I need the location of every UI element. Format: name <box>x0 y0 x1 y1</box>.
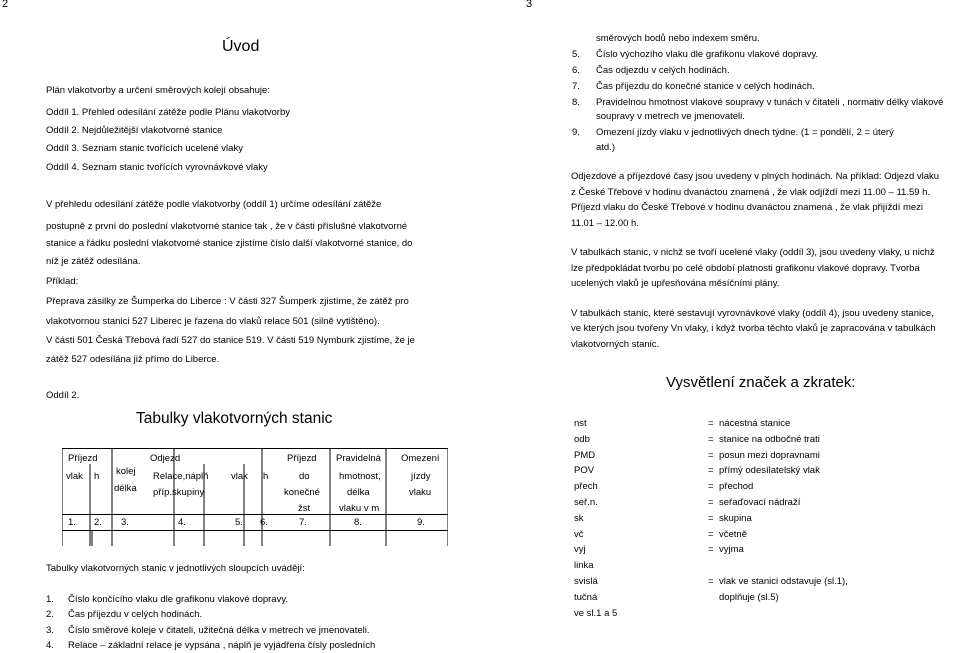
table-subheader: vlaku v m <box>339 503 380 514</box>
paragraph-line: V tabulkách stanic, v nichž se tvoří ucelené vlaky (oddíl 3), jsou uvedeny vlaky, u nichž <box>571 247 935 258</box>
intro-line: Oddíl 2. Nejdůležitější vlakotvorné stanice <box>46 125 223 136</box>
abbreviation-key: vč <box>574 529 584 540</box>
page-number-left: 2 <box>2 0 9 10</box>
table-column-number: 6. <box>260 517 268 528</box>
table-title: Tabulky vlakotvorných stanic <box>136 410 333 427</box>
abbreviation-key: sk <box>574 513 584 524</box>
abbreviation-equals: = <box>708 481 714 492</box>
table-subheader: vlak <box>231 471 248 482</box>
abbreviation-key: PMD <box>574 450 596 461</box>
table-subheader: do <box>299 471 310 482</box>
list-number: 7. <box>572 81 580 92</box>
intro-line: Oddíl 4. Seznam stanic tvořících vyrovnávkové vlaky <box>46 162 268 173</box>
list-number: 4. <box>46 640 54 651</box>
intro-line: Oddíl 1. Přehled odesílání zátěže podle Plánu vlakotvorby <box>46 107 290 118</box>
list-item: Omezení jízdy vlaku v jednotlivých dnech týdne. (1 = pondělí, 2 = úterý <box>596 127 894 138</box>
paragraph-line: vlakotvorných stanic. <box>571 339 660 350</box>
section-label: Oddíl 2. <box>46 390 80 401</box>
abbreviation-meaning: vlak ve stanici odstavuje (sl.1), <box>719 576 848 587</box>
paragraph-line: V tabulkách stanic, které sestavují vyrovnávkové vlaky (oddíl 4), jsou uvedeny stanice, <box>571 308 934 319</box>
example-line: V části 501 Česká Třebová řadí 527 do stanice 519. V části 519 Nymburk zjistíme, že je <box>46 335 415 346</box>
paragraph-line: V přehledu odesílání zátěže podle vlakotvorby (oddíl 1) určíme odesílání zátěže <box>46 199 382 210</box>
abbreviation-key: linka <box>574 560 594 571</box>
paragraph-line: ucelených vlaků je upřesňována měsíčními plány. <box>571 278 780 289</box>
abbreviation-key: nst <box>574 418 587 429</box>
example-line: Přeprava zásilky ze Šumperka do Liberce : V části 327 Šumperk zjistíme, že zátěž pro <box>46 296 409 307</box>
paragraph-line: stanice a řádku poslední vlakotvorné stanice zjistíme číslo další vlakotvorné stanice, do <box>46 238 413 249</box>
table-subheader: hmotnost, <box>339 471 381 482</box>
abbreviation-meaning: posun mezi dopravnami <box>719 450 820 461</box>
abbreviation-equals: = <box>708 450 714 461</box>
abbreviation-meaning: včetně <box>719 529 747 540</box>
paragraph-line: 11.01 – 12.00 h. <box>571 218 639 229</box>
abbreviation-meaning: skupina <box>719 513 752 524</box>
paragraph-line: z České Třebové v hodinu dvanáctou znamená , že vlak odjíždí mezi 11.00 – 11.59 h. <box>571 187 931 198</box>
abbreviation-key: tučná <box>574 592 598 603</box>
page-number-right: 3 <box>526 0 533 10</box>
table-column-number: 8. <box>354 517 362 528</box>
abbreviation-key: seř.n. <box>574 497 598 508</box>
abbreviation-meaning: seřaďovací nádraží <box>719 497 801 508</box>
list-number: 8. <box>572 97 580 108</box>
abbreviation-equals: = <box>708 576 714 587</box>
table-column-number: 2. <box>94 517 102 528</box>
list-number: 3. <box>46 625 54 636</box>
table-subheader: h <box>263 471 269 482</box>
table-header: Příjezd <box>287 453 317 464</box>
paragraph-line: níž je zátěž odesílána. <box>46 256 141 267</box>
list-number: 9. <box>572 127 580 138</box>
list-number: 1. <box>46 594 54 605</box>
paragraph-line: lze předpokládat tvorbu po celé období platnosti grafikonu vlakové dopravy. Tvorba <box>571 263 920 274</box>
abbreviation-meaning: nácestná stanice <box>719 418 791 429</box>
intro-line: Oddíl 3. Seznam stanic tvořících ucelené vlaky <box>46 143 243 154</box>
abbreviation-meaning: stanice na odbočné trati <box>719 434 820 445</box>
list-number: 2. <box>46 609 54 620</box>
list-item: Číslo končícího vlaku dle grafikonu vlakové dopravy. <box>68 594 289 605</box>
table-subheader: jízdy <box>411 471 431 482</box>
table-subheader: vlaku <box>409 487 432 498</box>
list-item: Čas příjezdu do konečné stanice v celých hodinách. <box>596 81 815 92</box>
continued-line: směrových bodů nebo indexem směru. <box>596 33 760 44</box>
example-label: Příklad: <box>46 276 79 287</box>
list-item: Čas příjezdu v celých hodinách. <box>68 609 203 620</box>
station-table-grid <box>62 448 448 546</box>
table-subheader: žst <box>298 503 311 514</box>
table-header: Omezení <box>401 453 440 464</box>
list-item-cont: atd.) <box>596 142 616 153</box>
abbreviation-meaning: přechod <box>719 481 754 492</box>
table-subheader: příp.skupiny <box>153 487 205 498</box>
intro-line: Plán vlakotvorby a určení směrových kolejí obsahuje: <box>46 85 270 96</box>
list-item: Pravidelnou hmotnost vlakové soupravy v tunách v čitateli , normativ délky vlakové <box>596 97 944 108</box>
table-subheader: h <box>94 471 100 482</box>
table-subheader: délka <box>114 483 137 494</box>
list-item: Číslo výchozího vlaku dle grafikonu vlakové dopravy. <box>596 49 819 60</box>
abbreviation-equals: = <box>708 529 714 540</box>
table-subheader: kolej <box>116 466 136 477</box>
table-column-number: 9. <box>417 517 425 528</box>
columns-intro: Tabulky vlakotvorných stanic v jednotlivých sloupcích uvádějí: <box>46 563 305 574</box>
abbreviation-key: POV <box>574 465 595 476</box>
example-line: zátěž 527 odesílána již přímo do Liberce. <box>46 354 220 365</box>
paragraph-line: ve kterých jsou tvořeny Vn vlaky, i když tvorba těchto vlaků je zapracována v tabulkách <box>571 323 936 334</box>
abbreviation-equals: = <box>708 418 714 429</box>
paragraph-line: postupně z první do poslední vlakotvorné stanice tak , že v části příslušné vlakotvorné <box>46 221 408 232</box>
table-column-number: 7. <box>299 517 307 528</box>
paragraph-line: Příjezd vlaku do České Třebové v hodinu dvanáctou znamená , že vlak přijíždí mezi <box>571 202 924 213</box>
list-item-cont: soupravy v metrech ve jmenovateli. <box>596 111 745 122</box>
table-subheader: vlak <box>66 471 83 482</box>
table-header: Pravidelná <box>336 453 381 464</box>
abbreviation-meaning: doplňuje (sl.5) <box>719 592 779 603</box>
table-header: Odjezd <box>150 453 181 464</box>
list-item: Relace – základní relace je vypsána , náplň je vyjádřena čísly posledních <box>68 640 376 651</box>
abbreviation-equals: = <box>708 465 714 476</box>
abbreviation-meaning: vyjma <box>719 544 744 555</box>
abbreviation-equals: = <box>708 434 714 445</box>
example-line: vlakotvornou stanici 527 Liberec je řazena do vlaků relace 501 (silně vytištěno). <box>46 316 380 327</box>
abbreviation-meaning: přímý odesílatelský vlak <box>719 465 820 476</box>
table-header: Příjezd <box>68 453 98 464</box>
list-item: Čas odjezdu v celých hodinách. <box>596 65 730 76</box>
abbreviation-equals: = <box>708 513 714 524</box>
abbreviations-heading: Vysvětlení značek a zkratek: <box>666 374 856 391</box>
paragraph-line: Odjezdové a příjezdové časy jsou uvedeny v plných hodinách. Na příklad: Odjezd vlaku <box>571 171 940 182</box>
list-number: 5. <box>572 49 580 60</box>
table-column-number: 1. <box>68 517 76 528</box>
table-column-number: 4. <box>178 517 186 528</box>
abbreviation-key: vyj <box>574 544 586 555</box>
list-number: 6. <box>572 65 580 76</box>
abbreviation-key: ve sl.1 a 5 <box>574 608 618 619</box>
table-column-number: 5. <box>235 517 243 528</box>
table-column-number: 3. <box>121 517 129 528</box>
abbreviation-key: svislá <box>574 576 598 587</box>
page-title: Úvod <box>222 38 260 55</box>
list-item: Číslo směrové koleje v čitateli, užitečná délka v metrech ve jmenovateli. <box>68 625 370 636</box>
abbreviation-key: přech <box>574 481 598 492</box>
abbreviation-equals: = <box>708 544 714 555</box>
abbreviation-equals: = <box>708 497 714 508</box>
table-subheader: délka <box>347 487 370 498</box>
table-subheader: Relace,náplň <box>153 471 209 482</box>
table-subheader: konečné <box>284 487 320 498</box>
abbreviation-key: odb <box>574 434 590 445</box>
